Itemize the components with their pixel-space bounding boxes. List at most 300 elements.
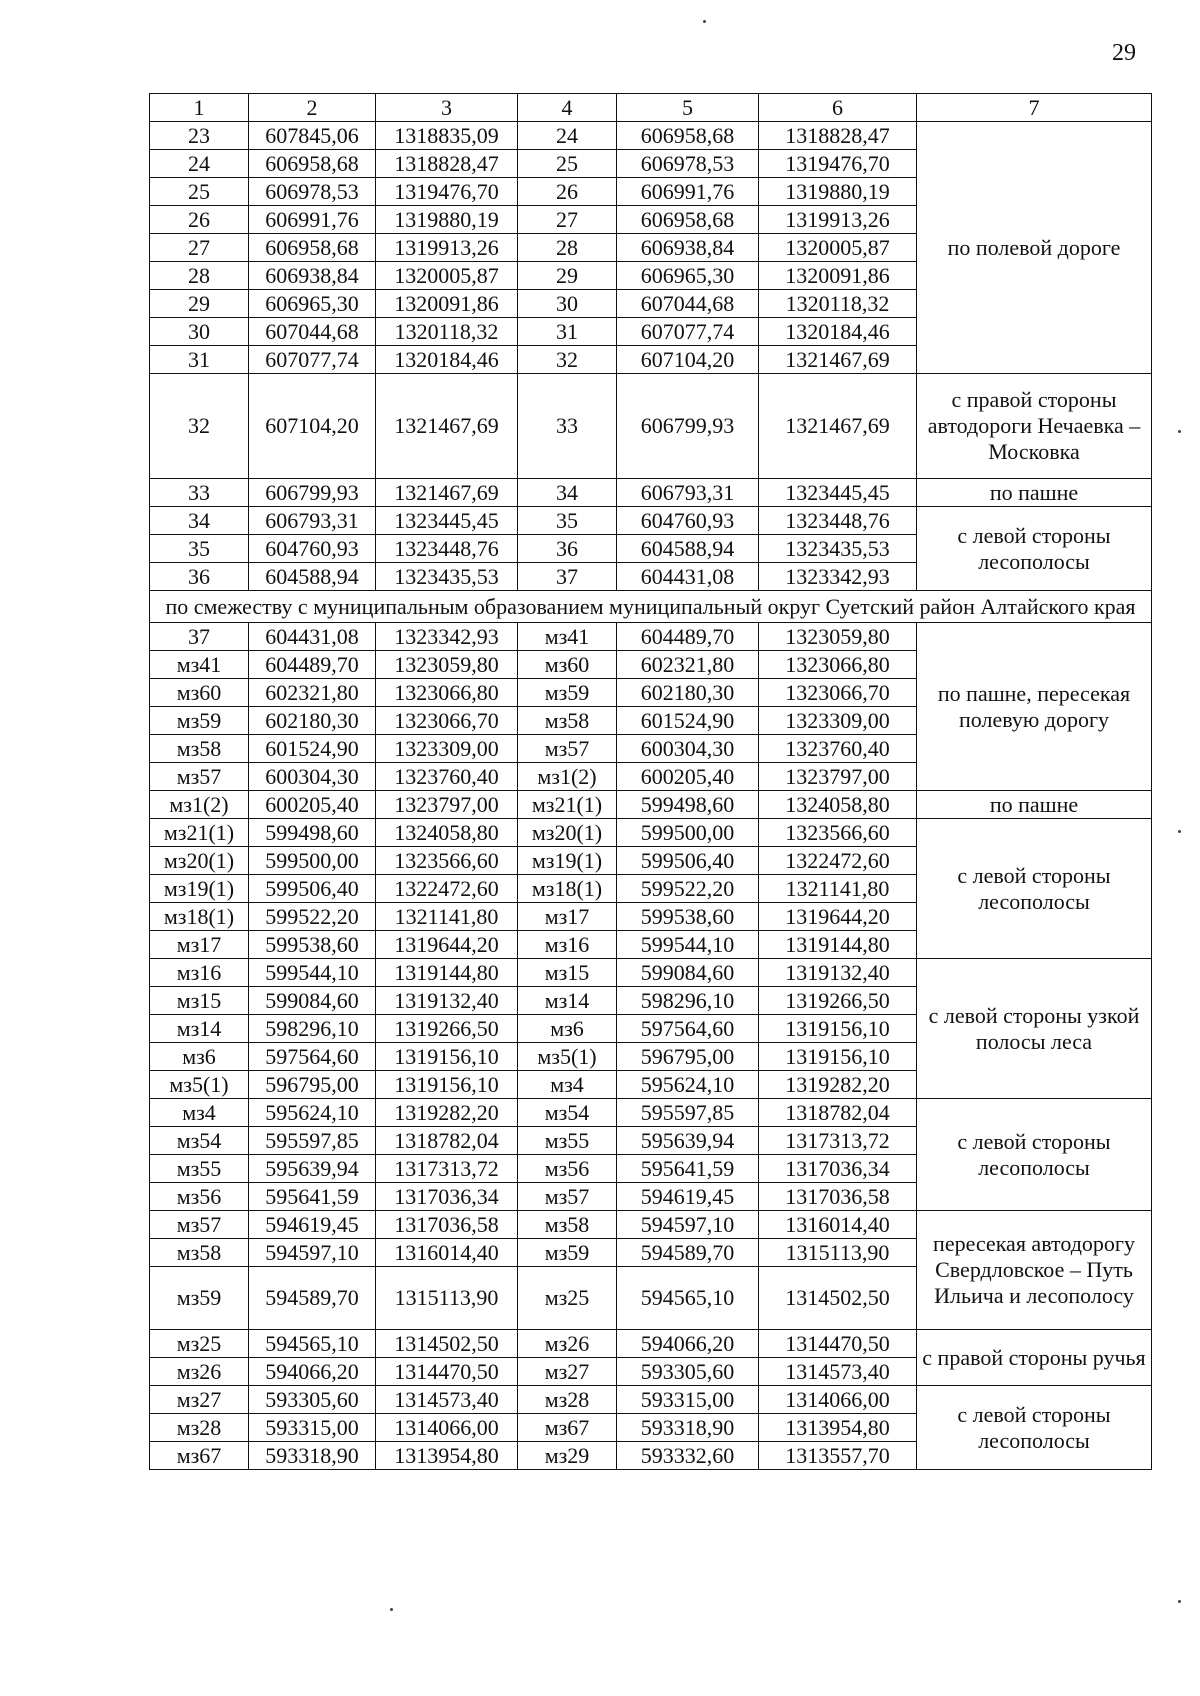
table-cell: 29 bbox=[518, 262, 617, 290]
table-cell: 1317313,72 bbox=[759, 1127, 917, 1155]
column-header: 1 bbox=[150, 94, 249, 122]
boundary-description: с правой стороны автодороги Нечаевка – Московка bbox=[917, 374, 1152, 479]
table-cell: мз1(2) bbox=[150, 791, 249, 819]
table-cell: 1317313,72 bbox=[376, 1155, 518, 1183]
table-cell: 1319156,10 bbox=[759, 1043, 917, 1071]
table-cell: мз57 bbox=[150, 1211, 249, 1239]
table-cell: 596795,00 bbox=[249, 1071, 376, 1099]
table-cell: 604489,70 bbox=[617, 623, 759, 651]
table-cell: 1317036,58 bbox=[759, 1183, 917, 1211]
table-cell: 32 bbox=[518, 346, 617, 374]
table-cell: 1319476,70 bbox=[376, 178, 518, 206]
column-header: 4 bbox=[518, 94, 617, 122]
table-cell: 594597,10 bbox=[249, 1239, 376, 1267]
table-cell: 1323066,80 bbox=[759, 651, 917, 679]
table-cell: 598296,10 bbox=[249, 1015, 376, 1043]
scan-speck bbox=[1178, 430, 1181, 433]
table-header-row bbox=[150, 94, 1152, 122]
table-cell: 606965,30 bbox=[249, 290, 376, 318]
table-cell: 599544,10 bbox=[617, 931, 759, 959]
table-cell: 27 bbox=[518, 206, 617, 234]
table-cell: 1317036,34 bbox=[759, 1155, 917, 1183]
column-header: 7 bbox=[917, 94, 1152, 122]
table-cell: 599500,00 bbox=[249, 847, 376, 875]
table-cell: 595639,94 bbox=[617, 1127, 759, 1155]
table-cell: 1318828,47 bbox=[376, 150, 518, 178]
table-cell: 604760,93 bbox=[617, 507, 759, 535]
table-cell: 1319266,50 bbox=[759, 987, 917, 1015]
table-cell: 607104,20 bbox=[617, 346, 759, 374]
table-cell: 1319156,10 bbox=[376, 1043, 518, 1071]
table-cell: 1320184,46 bbox=[759, 318, 917, 346]
table-cell: 595624,10 bbox=[249, 1099, 376, 1127]
table-cell: мз4 bbox=[518, 1071, 617, 1099]
table-cell: 1323066,70 bbox=[759, 679, 917, 707]
boundary-description: с левой стороны лесополосы bbox=[917, 507, 1152, 591]
table-cell: мз25 bbox=[150, 1330, 249, 1358]
table-cell: мз27 bbox=[518, 1358, 617, 1386]
table-cell: 1323309,00 bbox=[759, 707, 917, 735]
table-cell: 606938,84 bbox=[617, 234, 759, 262]
table-cell: 606958,68 bbox=[249, 234, 376, 262]
table-cell: 1323566,60 bbox=[376, 847, 518, 875]
scan-speck bbox=[1178, 1600, 1181, 1603]
table-cell: мз14 bbox=[518, 987, 617, 1015]
boundary-description: по полевой дороге bbox=[917, 122, 1152, 374]
boundary-description: по пашне bbox=[917, 479, 1152, 507]
table-cell: 595639,94 bbox=[249, 1155, 376, 1183]
table-cell: 28 bbox=[518, 234, 617, 262]
table-cell: 1314066,00 bbox=[759, 1386, 917, 1414]
table-cell: 593305,60 bbox=[617, 1358, 759, 1386]
table-cell: 24 bbox=[518, 122, 617, 150]
table-cell: 30 bbox=[518, 290, 617, 318]
table-row bbox=[150, 819, 1152, 847]
table-cell: 594619,45 bbox=[249, 1211, 376, 1239]
table-cell: 1321141,80 bbox=[376, 903, 518, 931]
table-cell: 37 bbox=[518, 563, 617, 591]
table-cell: 599522,20 bbox=[617, 875, 759, 903]
table-cell: 597564,60 bbox=[249, 1043, 376, 1071]
table-cell: 599538,60 bbox=[249, 931, 376, 959]
table-cell: 597564,60 bbox=[617, 1015, 759, 1043]
table-cell: 604760,93 bbox=[249, 535, 376, 563]
table-cell: мз6 bbox=[518, 1015, 617, 1043]
table-cell: 604431,08 bbox=[249, 623, 376, 651]
table-cell: мз41 bbox=[518, 623, 617, 651]
table-cell: 606938,84 bbox=[249, 262, 376, 290]
table-cell: мз58 bbox=[150, 735, 249, 763]
table-cell: мз60 bbox=[150, 679, 249, 707]
table-cell: мз16 bbox=[518, 931, 617, 959]
table-cell: 599506,40 bbox=[617, 847, 759, 875]
table-cell: 593332,60 bbox=[617, 1442, 759, 1470]
table-cell: 1319880,19 bbox=[376, 206, 518, 234]
table-cell: 1319156,10 bbox=[376, 1071, 518, 1099]
table-cell: мз57 bbox=[150, 763, 249, 791]
table-cell: мз6 bbox=[150, 1043, 249, 1071]
table-cell: 1323760,40 bbox=[759, 735, 917, 763]
table-cell: 1320091,86 bbox=[376, 290, 518, 318]
section-heading: по смежеству с муниципальным образованием муниципальный округ Суетский район Алтайского края bbox=[150, 591, 1152, 623]
table-cell: 607845,06 bbox=[249, 122, 376, 150]
column-header: 3 bbox=[376, 94, 518, 122]
table-cell: 606799,93 bbox=[249, 479, 376, 507]
table-cell: мз27 bbox=[150, 1386, 249, 1414]
table-cell: мз59 bbox=[518, 679, 617, 707]
table-cell: 1320091,86 bbox=[759, 262, 917, 290]
table-cell: 1322472,60 bbox=[376, 875, 518, 903]
boundary-description: с левой стороны лесополосы bbox=[917, 819, 1152, 959]
table-cell: 606991,76 bbox=[617, 178, 759, 206]
table-cell: мз20(1) bbox=[150, 847, 249, 875]
table-cell: 1319144,80 bbox=[759, 931, 917, 959]
table-cell: мз15 bbox=[518, 959, 617, 987]
table-cell: 33 bbox=[518, 374, 617, 479]
table-cell: 599084,60 bbox=[617, 959, 759, 987]
table-cell: 1320005,87 bbox=[376, 262, 518, 290]
table-cell: 1315113,90 bbox=[376, 1267, 518, 1330]
boundary-description: с левой стороны узкой полосы леса bbox=[917, 959, 1152, 1099]
table-cell: 602180,30 bbox=[249, 707, 376, 735]
table-cell: 596795,00 bbox=[617, 1043, 759, 1071]
table-cell: 602321,80 bbox=[249, 679, 376, 707]
table-cell: 1323342,93 bbox=[376, 623, 518, 651]
table-cell: 604588,94 bbox=[617, 535, 759, 563]
table-cell: 37 bbox=[150, 623, 249, 651]
table-cell: мз29 bbox=[518, 1442, 617, 1470]
table-cell: 607044,68 bbox=[249, 318, 376, 346]
table-cell: 1319476,70 bbox=[759, 150, 917, 178]
table-cell: мз21(1) bbox=[150, 819, 249, 847]
table-cell: 606958,68 bbox=[617, 122, 759, 150]
table-cell: 28 bbox=[150, 262, 249, 290]
table-cell: мз5(1) bbox=[150, 1071, 249, 1099]
table-cell: мз19(1) bbox=[150, 875, 249, 903]
table-cell: 1323445,45 bbox=[759, 479, 917, 507]
table-cell: 606793,31 bbox=[249, 507, 376, 535]
table-cell: 34 bbox=[150, 507, 249, 535]
table-cell: 1323566,60 bbox=[759, 819, 917, 847]
table-cell: 1318782,04 bbox=[376, 1127, 518, 1155]
table-cell: 599498,60 bbox=[249, 819, 376, 847]
table-cell: 601524,90 bbox=[617, 707, 759, 735]
table-cell: мз60 bbox=[518, 651, 617, 679]
table-cell: 599506,40 bbox=[249, 875, 376, 903]
table-cell: 24 bbox=[150, 150, 249, 178]
table-cell: мз18(1) bbox=[150, 903, 249, 931]
table-cell: 607044,68 bbox=[617, 290, 759, 318]
table-cell: 602180,30 bbox=[617, 679, 759, 707]
table-cell: мз54 bbox=[518, 1099, 617, 1127]
table-cell: мз28 bbox=[518, 1386, 617, 1414]
table-cell: 607077,74 bbox=[617, 318, 759, 346]
scan-speck bbox=[703, 20, 706, 23]
table-cell: 26 bbox=[518, 178, 617, 206]
table-cell: 599498,60 bbox=[617, 791, 759, 819]
table-cell: 1324058,80 bbox=[759, 791, 917, 819]
table-cell: 1321467,69 bbox=[759, 346, 917, 374]
table-cell: 1319156,10 bbox=[759, 1015, 917, 1043]
table-cell: 598296,10 bbox=[617, 987, 759, 1015]
table-cell: мз17 bbox=[518, 903, 617, 931]
column-header: 5 bbox=[617, 94, 759, 122]
table-cell: 1321141,80 bbox=[759, 875, 917, 903]
table-cell: 599500,00 bbox=[617, 819, 759, 847]
table-cell: 1323797,00 bbox=[759, 763, 917, 791]
table-cell: 595641,59 bbox=[249, 1183, 376, 1211]
table-cell: 1319144,80 bbox=[376, 959, 518, 987]
table-cell: 600205,40 bbox=[249, 791, 376, 819]
table-cell: мз56 bbox=[150, 1183, 249, 1211]
table-cell: 1323059,80 bbox=[376, 651, 518, 679]
table-cell: 594597,10 bbox=[617, 1211, 759, 1239]
table-cell: мз59 bbox=[518, 1239, 617, 1267]
table-cell: 1314470,50 bbox=[759, 1330, 917, 1358]
table-cell: 594619,45 bbox=[617, 1183, 759, 1211]
table-cell: 1319282,20 bbox=[759, 1071, 917, 1099]
table-cell: 1323435,53 bbox=[759, 535, 917, 563]
table-cell: 26 bbox=[150, 206, 249, 234]
boundary-description: пересекая автодорогу Свердловское – Путь Ильича и лесополосу bbox=[917, 1211, 1152, 1330]
page-number: 29 bbox=[1112, 40, 1136, 66]
table-cell: 593315,00 bbox=[249, 1414, 376, 1442]
table-cell: 1319644,20 bbox=[376, 931, 518, 959]
table-cell: 1323797,00 bbox=[376, 791, 518, 819]
table-cell: мз18(1) bbox=[518, 875, 617, 903]
boundary-description: по пашне, пересекая полевую дорогу bbox=[917, 623, 1152, 791]
boundary-description: с левой стороны лесополосы bbox=[917, 1099, 1152, 1211]
table-cell: 604431,08 bbox=[617, 563, 759, 591]
table-cell: 1321467,69 bbox=[376, 479, 518, 507]
table-cell: мз5(1) bbox=[518, 1043, 617, 1071]
table-cell: 1319282,20 bbox=[376, 1099, 518, 1127]
table-row bbox=[150, 959, 1152, 987]
table-cell: 1317036,34 bbox=[376, 1183, 518, 1211]
table-cell: мз58 bbox=[518, 707, 617, 735]
boundary-description: по пашне bbox=[917, 791, 1152, 819]
table-cell: мз54 bbox=[150, 1127, 249, 1155]
table-cell: мз59 bbox=[150, 707, 249, 735]
table-cell: мз26 bbox=[150, 1358, 249, 1386]
table-cell: 1319880,19 bbox=[759, 178, 917, 206]
table-cell: мз25 bbox=[518, 1267, 617, 1330]
table-cell: 599544,10 bbox=[249, 959, 376, 987]
scan-speck bbox=[1178, 830, 1181, 833]
table-cell: мз21(1) bbox=[518, 791, 617, 819]
table-cell: мз19(1) bbox=[518, 847, 617, 875]
table-cell: 594565,10 bbox=[617, 1267, 759, 1330]
table-cell: 1313954,80 bbox=[759, 1414, 917, 1442]
table-cell: 1323448,76 bbox=[376, 535, 518, 563]
table-cell: 1313954,80 bbox=[376, 1442, 518, 1470]
table-cell: 1313557,70 bbox=[759, 1442, 917, 1470]
table-cell: 1319913,26 bbox=[376, 234, 518, 262]
table-cell: 606965,30 bbox=[617, 262, 759, 290]
table-cell: 593315,00 bbox=[617, 1386, 759, 1414]
table-body bbox=[150, 122, 1152, 1470]
table-cell: 33 bbox=[150, 479, 249, 507]
table-cell: 25 bbox=[150, 178, 249, 206]
table-cell: мз28 bbox=[150, 1414, 249, 1442]
table-cell: 1321467,69 bbox=[376, 374, 518, 479]
table-cell: 1314470,50 bbox=[376, 1358, 518, 1386]
table-cell: 1320118,32 bbox=[376, 318, 518, 346]
table-cell: 30 bbox=[150, 318, 249, 346]
table-cell: 1323445,45 bbox=[376, 507, 518, 535]
column-header: 2 bbox=[249, 94, 376, 122]
table-cell: мз58 bbox=[150, 1239, 249, 1267]
boundary-description: с правой стороны ручья bbox=[917, 1330, 1152, 1386]
table-cell: 607077,74 bbox=[249, 346, 376, 374]
table-cell: 1320184,46 bbox=[376, 346, 518, 374]
table-cell: 606991,76 bbox=[249, 206, 376, 234]
table-cell: 1319132,40 bbox=[376, 987, 518, 1015]
table-cell: 1323309,00 bbox=[376, 735, 518, 763]
table-cell: 32 bbox=[150, 374, 249, 479]
table-cell: 594066,20 bbox=[617, 1330, 759, 1358]
table-cell: 600205,40 bbox=[617, 763, 759, 791]
table-cell: 600304,30 bbox=[249, 763, 376, 791]
table-cell: 606793,31 bbox=[617, 479, 759, 507]
table-cell: 606978,53 bbox=[617, 150, 759, 178]
table-cell: 602321,80 bbox=[617, 651, 759, 679]
table-cell: мз58 bbox=[518, 1211, 617, 1239]
table-cell: мз41 bbox=[150, 651, 249, 679]
table-cell: 600304,30 bbox=[617, 735, 759, 763]
table-cell: мз15 bbox=[150, 987, 249, 1015]
table-cell: мз67 bbox=[150, 1442, 249, 1470]
table-cell: мз59 bbox=[150, 1267, 249, 1330]
table-cell: 599084,60 bbox=[249, 987, 376, 1015]
table-cell: мз20(1) bbox=[518, 819, 617, 847]
table-cell: 593318,90 bbox=[249, 1442, 376, 1470]
table-cell: 601524,90 bbox=[249, 735, 376, 763]
table-cell: 1322472,60 bbox=[759, 847, 917, 875]
table-cell: 23 bbox=[150, 122, 249, 150]
table-cell: 1316014,40 bbox=[376, 1239, 518, 1267]
table-cell: 593305,60 bbox=[249, 1386, 376, 1414]
table-cell: 35 bbox=[518, 507, 617, 535]
table-cell: 594565,10 bbox=[249, 1330, 376, 1358]
table-cell: 1319913,26 bbox=[759, 206, 917, 234]
section-row bbox=[150, 591, 1152, 623]
table-row bbox=[150, 507, 1152, 535]
table-row bbox=[150, 122, 1152, 150]
table-cell: 595624,10 bbox=[617, 1071, 759, 1099]
table-cell: мз16 bbox=[150, 959, 249, 987]
table-cell: 29 bbox=[150, 290, 249, 318]
table-cell: 1314573,40 bbox=[376, 1386, 518, 1414]
table-row bbox=[150, 1099, 1152, 1127]
table-cell: мз56 bbox=[518, 1155, 617, 1183]
table-cell: 604489,70 bbox=[249, 651, 376, 679]
table-cell: 1318782,04 bbox=[759, 1099, 917, 1127]
table-cell: мз1(2) bbox=[518, 763, 617, 791]
scan-speck bbox=[390, 1608, 393, 1611]
table-row bbox=[150, 1386, 1152, 1414]
table-cell: 27 bbox=[150, 234, 249, 262]
table-cell: 1323342,93 bbox=[759, 563, 917, 591]
table-row bbox=[150, 479, 1152, 507]
table-cell: 1316014,40 bbox=[759, 1211, 917, 1239]
table-cell: 1323435,53 bbox=[376, 563, 518, 591]
table-cell: 606978,53 bbox=[249, 178, 376, 206]
table-cell: 595597,85 bbox=[617, 1099, 759, 1127]
table-cell: 1318828,47 bbox=[759, 122, 917, 150]
table-row bbox=[150, 791, 1152, 819]
table-cell: 31 bbox=[150, 346, 249, 374]
table-cell: 34 bbox=[518, 479, 617, 507]
table-row bbox=[150, 1211, 1152, 1239]
table-cell: мз55 bbox=[518, 1127, 617, 1155]
table-row bbox=[150, 623, 1152, 651]
table-cell: 1320118,32 bbox=[759, 290, 917, 318]
table-cell: 595641,59 bbox=[617, 1155, 759, 1183]
table-cell: 1315113,90 bbox=[759, 1239, 917, 1267]
boundary-description: с левой стороны лесополосы bbox=[917, 1386, 1152, 1470]
table-cell: 1323066,80 bbox=[376, 679, 518, 707]
table-cell: 36 bbox=[150, 563, 249, 591]
table-cell: 1314066,00 bbox=[376, 1414, 518, 1442]
table-cell: мз67 bbox=[518, 1414, 617, 1442]
table-cell: мз14 bbox=[150, 1015, 249, 1043]
table-cell: мз57 bbox=[518, 735, 617, 763]
table-cell: 1323059,80 bbox=[759, 623, 917, 651]
table-cell: 36 bbox=[518, 535, 617, 563]
table-cell: 1317036,58 bbox=[376, 1211, 518, 1239]
table-cell: 1323448,76 bbox=[759, 507, 917, 535]
table-cell: 606958,68 bbox=[617, 206, 759, 234]
table-cell: 31 bbox=[518, 318, 617, 346]
column-header: 6 bbox=[759, 94, 917, 122]
table-cell: 1314502,50 bbox=[376, 1330, 518, 1358]
table-cell: 599522,20 bbox=[249, 903, 376, 931]
table-cell: 1319132,40 bbox=[759, 959, 917, 987]
table-cell: 1321467,69 bbox=[759, 374, 917, 479]
table-cell: 595597,85 bbox=[249, 1127, 376, 1155]
table-cell: 607104,20 bbox=[249, 374, 376, 479]
table-cell: 35 bbox=[150, 535, 249, 563]
table-cell: мз57 bbox=[518, 1183, 617, 1211]
table-cell: 1323066,70 bbox=[376, 707, 518, 735]
table-cell: 599538,60 bbox=[617, 903, 759, 931]
table-cell: мз17 bbox=[150, 931, 249, 959]
table-cell: 1314573,40 bbox=[759, 1358, 917, 1386]
table-cell: 604588,94 bbox=[249, 563, 376, 591]
table-cell: 1319266,50 bbox=[376, 1015, 518, 1043]
table-cell: мз55 bbox=[150, 1155, 249, 1183]
table-row bbox=[150, 374, 1152, 479]
table-cell: 594066,20 bbox=[249, 1358, 376, 1386]
table-cell: 1314502,50 bbox=[759, 1267, 917, 1330]
table-cell: 594589,70 bbox=[249, 1267, 376, 1330]
table-cell: 1324058,80 bbox=[376, 819, 518, 847]
table-cell: 593318,90 bbox=[617, 1414, 759, 1442]
table-cell: 606958,68 bbox=[249, 150, 376, 178]
table-cell: 594589,70 bbox=[617, 1239, 759, 1267]
table-cell: 1320005,87 bbox=[759, 234, 917, 262]
coordinates-table bbox=[149, 93, 1152, 1470]
table-cell: 1318835,09 bbox=[376, 122, 518, 150]
table-row bbox=[150, 1330, 1152, 1358]
table-cell: мз26 bbox=[518, 1330, 617, 1358]
table-cell: 25 bbox=[518, 150, 617, 178]
table-cell: мз4 bbox=[150, 1099, 249, 1127]
table-cell: 1323760,40 bbox=[376, 763, 518, 791]
table-cell: 606799,93 bbox=[617, 374, 759, 479]
table-cell: 1319644,20 bbox=[759, 903, 917, 931]
